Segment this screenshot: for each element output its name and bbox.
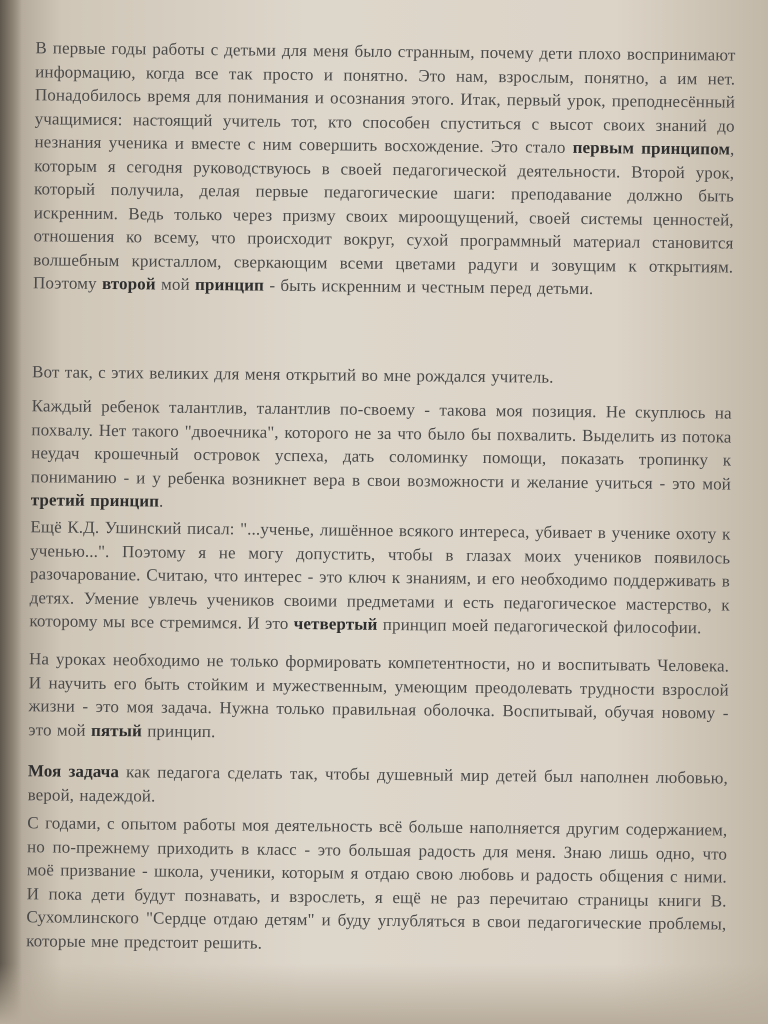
paragraph-3-text: Каждый ребенок талантлив, талантлив по-своему - такова моя позиция. Не скуплюсь на похвалу. Нет такого "двоечника", которого не за что было бы похвалить. Выделить из потока неудач крошечный островок успеха, дать соломинку помощи, показать тропинку к пониманию - и у ребенка возникнет вера в свои возможности и желание учиться - это мой (30, 396, 732, 494)
bottom-shadow (0, 964, 768, 1024)
paragraph-1-text-end: - быть искренним и честным перед детьми. (263, 275, 594, 299)
paragraph-1 (33, 36, 736, 302)
paper-sheet (9, 0, 768, 1024)
paragraph-5-text-end: принцип. (141, 720, 216, 741)
paragraph-1-text-my: мой (155, 274, 196, 294)
paragraph-1-text-cont: , которым я сегодня руководствуюсь в своей педагогической деятельности. Второй урок, который получила, делая первые педагогические шаги: преподавание должно быть искренним. Ведь только через призму своих мироощущений, своей системы ценностей, отношения ко всему, что происходит вокруг, сухой программный материал становится волшебным кристаллом, сверкающим всеми цветами радуги и зовущим к открытиям. Поэтому (32, 139, 735, 293)
paragraph-5-text: На уроках необходимо не только формировать компетентности, но и воспитывать Человека. И научить его быть стойким и мужественным, умеющим преодолевать трудности взрослой жизни - это моя задача. Нужна только правильная оболочка. Воспитывай, обучая новому - это мой (28, 649, 730, 740)
paragraph-1-text: В первые годы работы с детьми для меня было странным, почему дети плохо воспринимают информацию, когда все так просто и понятно. Это нам, взрослым, понятно, а им нет. Понадобилось время для понимания и осознания этого. Итак, первый урок, преподнесённый учащимися: настоящий учитель тот, кто способен спуститься с высот своих знаний до незнания ученика и вместе с ним совершить восхождение. Это стало (34, 38, 736, 157)
paragraph-3 (31, 394, 732, 519)
paragraph-2 (32, 360, 732, 391)
fifth-bold: пятый (90, 720, 143, 740)
paragraph-3-text-end: . (159, 491, 164, 511)
paragraph-2-text: Вот так, с этих великих для меня открытий во мне рождался учитель. (31, 362, 554, 387)
fourth-bold: четвертый (293, 613, 378, 634)
paragraph-4 (29, 515, 730, 640)
second-bold: второй (101, 273, 156, 294)
paragraph-5 (28, 647, 729, 748)
third-principle-bold: третий принцип (30, 490, 160, 511)
paragraph-7 (26, 811, 727, 959)
paragraph-7-text: С годами, с опытом работы моя деятельность всё больше наполняется другим содержанием, но по-прежнему приходить в класс - это большая радость для меня. Знаю лишь одно, что моё призвание - школа, ученики, которым я отдаю свою любовь и радость общения с ними. И пока дети будут познавать, и взрослеть, я ещё не раз перечитаю страницы книги В. Сухомлинского "Сердце отдаю детям" и буду углубляться в свои педагогические проблемы, которые мне предстоит решить. (26, 813, 728, 953)
paragraph-4-text-end: принцип моей педагогической философии. (377, 614, 702, 638)
paragraph-6-text: как педагога сделать так, чтобы душевный мир детей был наполнен любовью, верой, надеждой. (27, 762, 728, 806)
first-principle-bold: первым принципом (572, 137, 731, 159)
paragraph-6 (28, 759, 728, 813)
paragraph-4-text: Ещё К.Д. Ушинский писал: "...ученье, лишённое всякого интереса, убивает в ученике охоту к ученью...". Поэтому я не могу допустить, чтобы в глазах моих учеников появилось разочарование. Считаю, что интерес - это ключ к знаниям, и его необходимо поддерживать в детях. Умение увлечь учеников своими предметами и есть педагогическое мастерство, к которому мы все стремимся. И это (29, 517, 731, 633)
my-task-bold: Моя задача (27, 761, 120, 782)
principle-bold: принцип (194, 274, 265, 295)
